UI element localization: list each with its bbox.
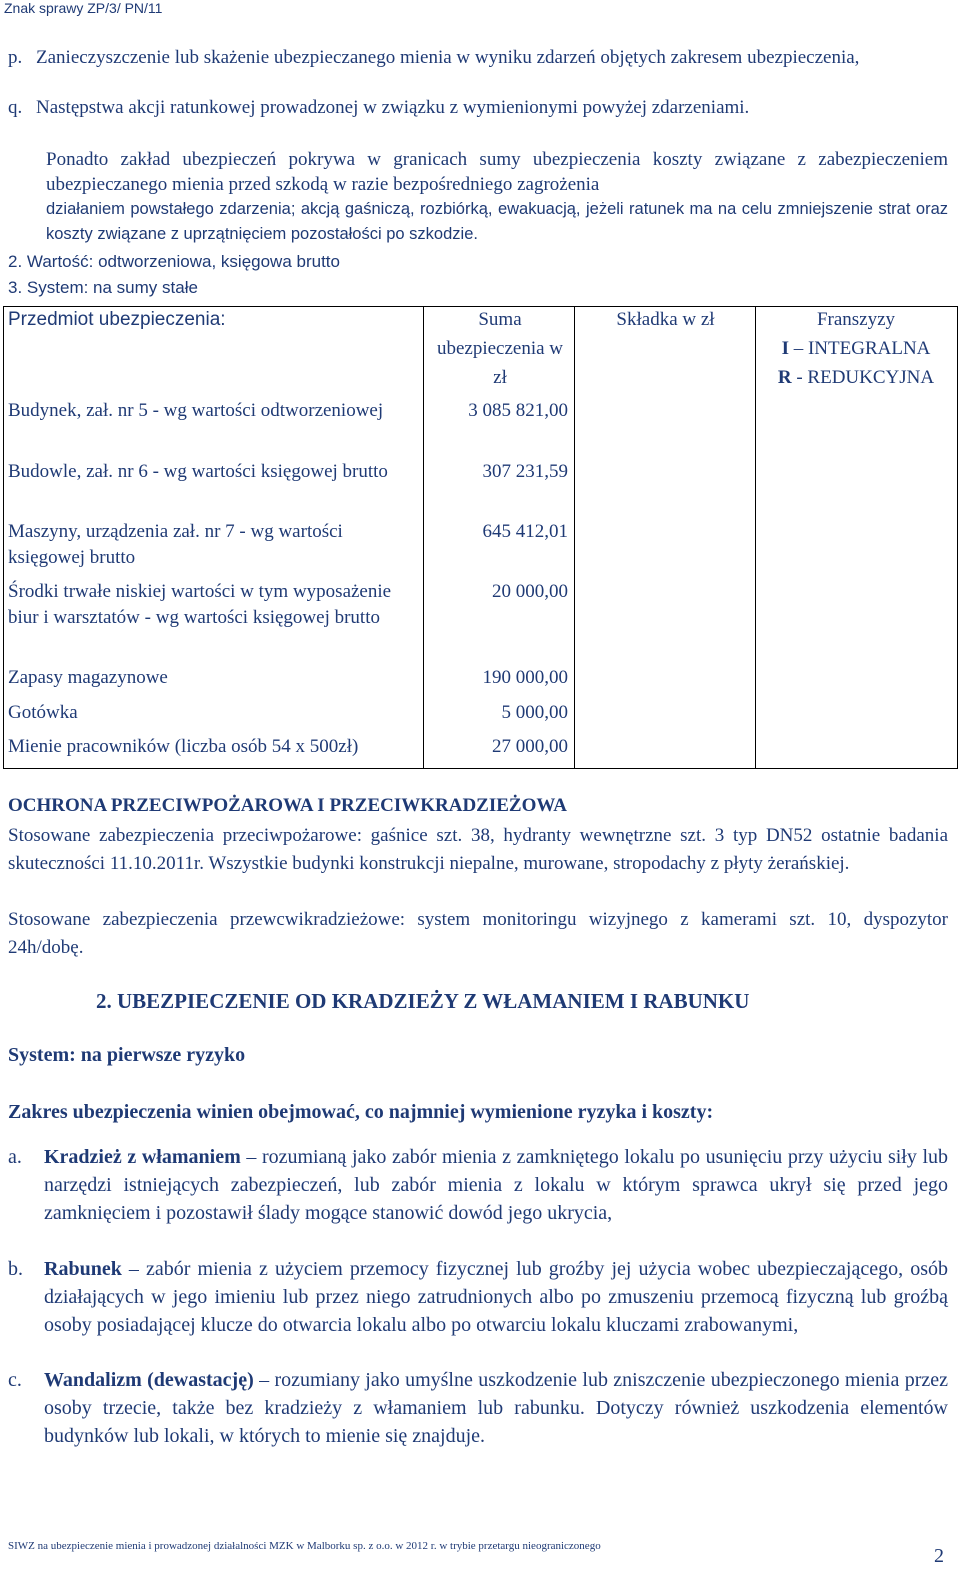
header-premium: Składka w zł	[616, 309, 715, 330]
risk-term: Wandalizm (dewastację)	[44, 1369, 254, 1391]
page-number: 2	[934, 1545, 944, 1567]
list-item	[8, 46, 948, 70]
system-type: System: na pierwsze ryzyko	[8, 1044, 246, 1066]
header-sum: Suma ubezpieczenia w zł	[436, 309, 564, 388]
list-text: Zanieczyszczenie lub skażenie ubezpieczanego mienia w wyniku zdarzeń objętych zakresem ubezpieczenia,	[36, 47, 860, 68]
section-heading: 2. UBEZPIECZENIE OD KRADZIEŻY Z WŁAMANIEM I RABUNKU	[96, 989, 750, 1013]
table-column-divider	[423, 306, 424, 769]
list-marker: q.	[8, 97, 23, 118]
franchise-integral-label: – INTEGRALNA	[788, 338, 931, 359]
risk-description: – rozumiany jako umyślne uszkodzenie lub zniszczenie ubezpieczonego mienia przez osoby trzecie, także bez kradzieży z włamaniem lub rabunku. Dotyczy również uszkodzenia elementów budynków lub lokali, w których to mienie się znajduje.	[44, 1369, 948, 1447]
theft-protection-text: Stosowane zabezpieczenia przewcwikradzieżowe: system monitoringu wizyjnego z kamerami szt. 10, dyspozytor 24h/dobę.	[8, 909, 948, 958]
table-row-sum: 27 000,00	[492, 736, 568, 757]
item-number: 3.	[8, 278, 23, 297]
additional-costs-paragraph	[46, 147, 948, 247]
table-row-sum: 307 231,59	[482, 461, 568, 482]
risk-marker: b.	[8, 1258, 23, 1280]
risk-description: – zabór mienia z użyciem przemocy fizycznej lub groźby jej użycia wobec ubezpieczającego, osób działających w jego imieniu lub przez niego zatrudnionych albo po zmuszeniu przemocą fizyczną lub groźbą osoby posiadającej klucze do otwarcia lokalu albo po otwarciu lokalu kluczami zrabowanymi,	[44, 1258, 948, 1336]
table-row-subject: Gotówka	[8, 702, 78, 723]
paragraph-line: działaniem powstałego zdarzenia; akcją gaśniczą, rozbiórką, ewakuacją, jeżeli ratunek ma na celu zmniejszenie strat oraz koszty związane z uprzątnięciem pozostałości po szkodzie.	[46, 200, 948, 243]
risk-marker: a.	[8, 1146, 22, 1168]
franchise-reductive-key: R	[777, 367, 792, 388]
franchise-integral-key: I	[781, 338, 789, 359]
item-text: Wartość: odtworzeniowa, księgowa brutto	[26, 252, 340, 271]
table-row-subject: Budynek, zał. nr 5 - wg wartości odtworzeniowej	[8, 400, 384, 421]
table-row-subject: Środki trwałe niskiej wartości w tym wyposażenie biur i warsztatów - wg wartości księgowej brutto	[8, 581, 392, 628]
value-type-item	[8, 252, 340, 272]
table-row-sum: 190 000,00	[482, 667, 568, 688]
list-marker: p.	[8, 47, 23, 68]
footer-text: SIWZ na ubezpieczenie mienia i prowadzonej działalności MZK w Malborku sp. z o.o. w 2012 r. w trybie przetargu nieograniczonego	[8, 1540, 601, 1552]
table-column-divider	[755, 306, 756, 769]
fire-protection-text: Stosowane zabezpieczenia przeciwpożarowe: gaśnice szt. 38, hydranty wewnętrzne szt. 3 typ DN52 ostatnie badania skuteczności 11.10.2011r. Wszystkie budynki konstrukcji niepalne, murowane, stropodachy z płyty żerańskiej.	[8, 825, 948, 874]
table-row-subject: Budowle, zał. nr 6 - wg wartości księgowej brutto	[8, 461, 388, 482]
list-item	[8, 96, 948, 120]
item-number: 2.	[8, 252, 23, 271]
table-row-sum: 5 000,00	[501, 702, 568, 723]
table-row-subject: Mienie pracowników (liczba osób 54 x 500zł)	[8, 736, 359, 757]
document-reference: Znak sprawy ZP/3/ PN/11	[4, 0, 163, 16]
risk-description: – rozumianą jako zabór mienia z zamkniętego lokalu po usunięciu przy użyciu siły lub narzędzi istniejących zabezpieczeń, lub zabór mienia z lokalu w którym sprawca ukrył się przed jego zamknięciem i pozostawił ślady mogące stanowić dowód jego ukrycia,	[44, 1146, 949, 1224]
header-subject: Przedmiot ubezpieczenia:	[8, 309, 226, 330]
franchise-reductive	[758, 363, 954, 392]
system-type-item	[8, 278, 198, 298]
table-row-sum: 20 000,00	[492, 581, 568, 602]
risk-term: Kradzież z włamaniem	[44, 1146, 241, 1168]
table-row-subject: Zapasy magazynowe	[8, 667, 168, 688]
list-text: Następstwa akcji ratunkowej prowadzonej w związku z wymienionymi powyżej zdarzeniami.	[36, 97, 750, 118]
paragraph-line: Ponadto zakład ubezpieczeń pokrywa w granicach sumy ubezpieczenia koszty związane z zabezpieczeniem ubezpieczanego mienia przed szkodą w razie bezpośredniego zagrożenia	[46, 149, 948, 195]
table-row-sum: 645 412,01	[482, 521, 568, 542]
table-column-divider	[574, 306, 575, 769]
franchise-title: Franszyzy	[816, 309, 896, 330]
risk-term: Rabunek	[44, 1258, 122, 1280]
risk-text	[44, 1366, 948, 1450]
franchise-reductive-label: - REDUKCYJNA	[791, 367, 935, 388]
item-text: System: na sumy stałe	[26, 278, 198, 297]
fire-protection-heading: OCHRONA PRZECIWPOŻAROWA I PRZECIWKRADZIEŻOWA	[8, 795, 567, 816]
table-row-subject: Maszyny, urządzenia zał. nr 7 - wg wartości księgowej brutto	[8, 521, 343, 568]
header-franchise	[758, 305, 954, 392]
risk-item	[8, 1255, 948, 1339]
table-row-sum: 3 085 821,00	[468, 400, 568, 421]
scope-heading: Zakres ubezpieczenia winien obejmować, co najmniej wymienione ryzyka i koszty:	[8, 1101, 714, 1123]
risk-text	[44, 1143, 948, 1227]
risk-item	[8, 1366, 948, 1450]
risk-marker: c.	[8, 1369, 22, 1391]
risk-text	[44, 1255, 948, 1339]
franchise-integral	[758, 334, 954, 363]
risk-item	[8, 1143, 948, 1227]
